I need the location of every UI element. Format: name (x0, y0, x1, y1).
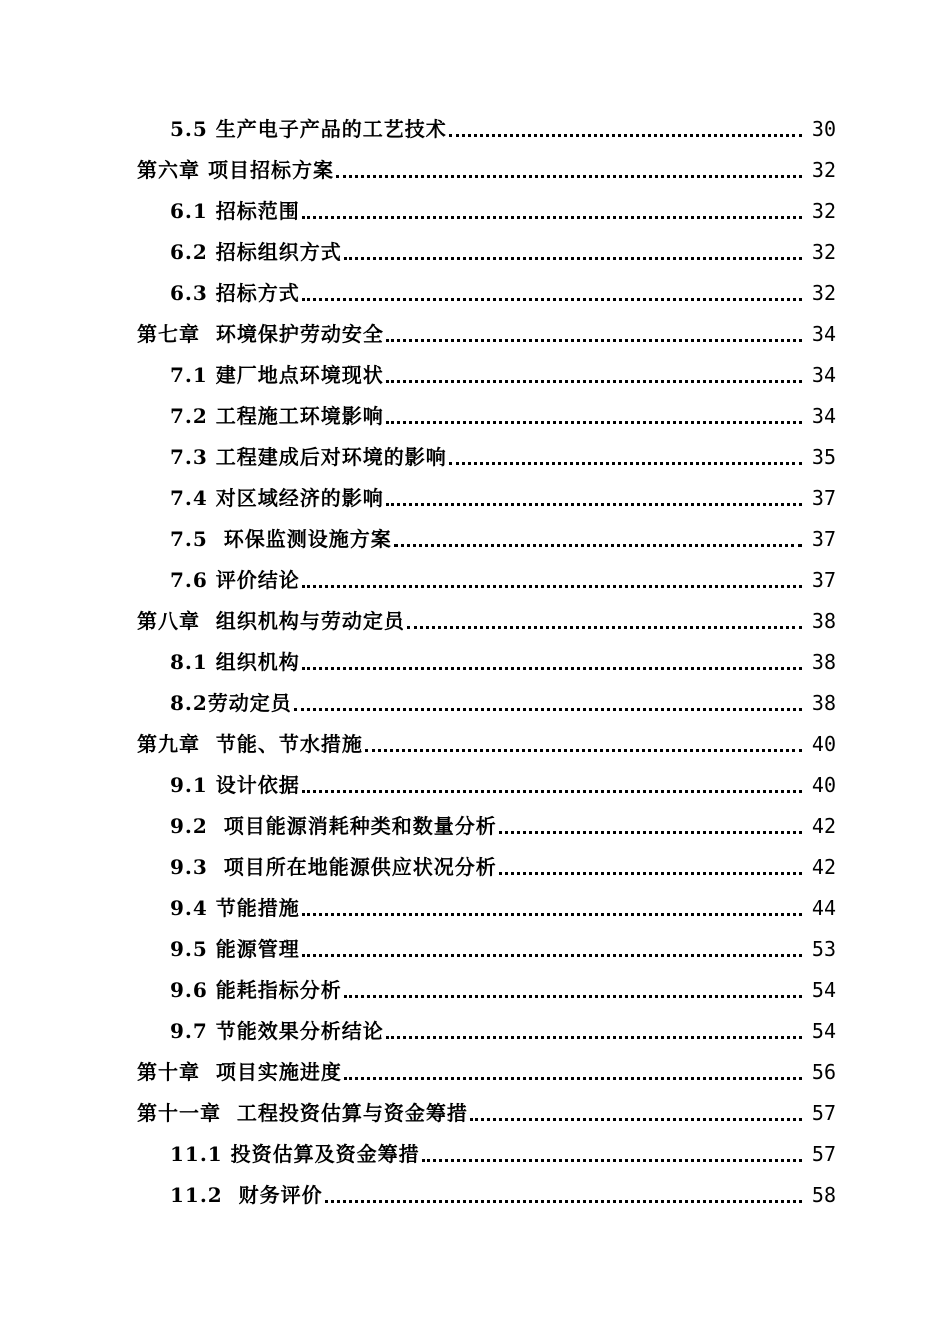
toc-entry-title: 第八章 组织机构与劳动定员 (137, 609, 405, 633)
toc-entry-title: 11.1 投资估算及资金筹措 (170, 1142, 420, 1166)
toc-chapter-entry[interactable] (0, 599, 950, 640)
toc-entry-page-number: 56 (811, 1060, 836, 1084)
toc-dot-leader (386, 421, 802, 424)
toc-section-entry[interactable] (0, 230, 950, 271)
toc-section-entry[interactable] (0, 353, 950, 394)
toc-entry-page-number: 34 (811, 404, 836, 428)
toc-dot-leader (302, 585, 802, 588)
toc-dot-leader (325, 1200, 802, 1203)
toc-entry-page-number: 32 (811, 158, 836, 182)
toc-entry-title: 9.7 节能效果分析结论 (170, 1019, 384, 1043)
toc-entry-page-number: 37 (811, 527, 836, 551)
toc-section-entry[interactable] (0, 763, 950, 804)
toc-dot-leader (344, 1077, 802, 1080)
toc-dot-leader (294, 708, 802, 711)
toc-dot-leader (449, 462, 802, 465)
toc-entry-page-number: 32 (811, 281, 836, 305)
toc-entry-title: 9.3 项目所在地能源供应状况分析 (170, 855, 497, 879)
toc-dot-leader (302, 913, 802, 916)
toc-dot-leader (302, 298, 802, 301)
toc-dot-leader (302, 667, 802, 670)
toc-chapter-entry[interactable] (0, 1091, 950, 1132)
toc-dot-leader (365, 749, 802, 752)
toc-section-entry[interactable] (0, 804, 950, 845)
toc-entry-page-number: 38 (811, 609, 836, 633)
toc-entry-page-number: 30 (811, 117, 836, 141)
toc-dot-leader (499, 831, 802, 834)
toc-section-entry[interactable] (0, 189, 950, 230)
toc-entry-title: 第七章 环境保护劳动安全 (137, 322, 384, 346)
toc-dot-leader (386, 503, 802, 506)
toc-entry-title: 第十一章 工程投资估算与资金筹措 (137, 1101, 468, 1125)
toc-dot-leader (449, 134, 802, 137)
toc-entry-page-number: 42 (811, 855, 836, 879)
toc-entry-page-number: 32 (811, 240, 836, 264)
toc-dot-leader (336, 175, 802, 178)
toc-section-entry[interactable] (0, 476, 950, 517)
toc-dot-leader (499, 872, 802, 875)
toc-section-entry[interactable] (0, 271, 950, 312)
toc-dot-leader (302, 790, 802, 793)
toc-entry-title: 9.1 设计依据 (170, 773, 300, 797)
toc-dot-leader (302, 216, 802, 219)
toc-entry-title: 9.5 能源管理 (170, 937, 300, 961)
toc-entry-page-number: 44 (811, 896, 836, 920)
toc-dot-leader (470, 1118, 802, 1121)
toc-entry-page-number: 57 (811, 1142, 836, 1166)
toc-entry-title: 7.5 环保监测设施方案 (170, 527, 392, 551)
toc-entry-title: 8.2劳动定员 (170, 691, 292, 715)
toc-entry-title: 第九章 节能、节水措施 (137, 732, 363, 756)
toc-entry-page-number: 57 (811, 1101, 836, 1125)
toc-chapter-entry[interactable] (0, 312, 950, 353)
toc-section-entry[interactable] (0, 886, 950, 927)
toc-entry-page-number: 37 (811, 568, 836, 592)
toc-entry-title: 7.4 对区域经济的影响 (170, 486, 384, 510)
toc-entry-title: 6.1 招标范围 (170, 199, 300, 223)
toc-entry-title: 第十章 项目实施进度 (137, 1060, 342, 1084)
toc-section-entry[interactable] (0, 1173, 950, 1214)
toc-section-entry[interactable] (0, 681, 950, 722)
toc-section-entry[interactable] (0, 1132, 950, 1173)
toc-entry-page-number: 37 (811, 486, 836, 510)
toc-section-entry[interactable] (0, 968, 950, 1009)
toc-section-entry[interactable] (0, 558, 950, 599)
toc-section-entry[interactable] (0, 845, 950, 886)
toc-entry-title: 6.3 招标方式 (170, 281, 300, 305)
toc-dot-leader (394, 544, 802, 547)
toc-chapter-entry[interactable] (0, 1050, 950, 1091)
toc-entry-title: 第六章 项目招标方案 (137, 158, 334, 182)
toc-chapter-entry[interactable] (0, 148, 950, 189)
toc-dot-leader (422, 1159, 802, 1162)
toc-entry-title: 9.6 能耗指标分析 (170, 978, 342, 1002)
toc-entry-page-number: 38 (811, 650, 836, 674)
toc-dot-leader (407, 626, 802, 629)
toc-section-entry[interactable] (0, 1009, 950, 1050)
toc-section-entry[interactable] (0, 517, 950, 558)
toc-entry-title: 5.5 生产电子产品的工艺技术 (170, 117, 447, 141)
toc-entry-page-number: 35 (811, 445, 836, 469)
toc-entry-title: 7.6 评价结论 (170, 568, 300, 592)
table-of-contents (0, 107, 950, 1214)
toc-entry-title: 9.4 节能措施 (170, 896, 300, 920)
toc-entry-title: 7.3 工程建成后对环境的影响 (170, 445, 447, 469)
toc-entry-title: 11.2 财务评价 (170, 1183, 323, 1207)
toc-section-entry[interactable] (0, 107, 950, 148)
toc-dot-leader (344, 995, 802, 998)
toc-entry-page-number: 58 (811, 1183, 836, 1207)
toc-section-entry[interactable] (0, 435, 950, 476)
toc-entry-title: 7.1 建厂地点环境现状 (170, 363, 384, 387)
toc-dot-leader (386, 380, 802, 383)
toc-entry-page-number: 34 (811, 322, 836, 346)
toc-section-entry[interactable] (0, 640, 950, 681)
toc-entry-page-number: 54 (811, 1019, 836, 1043)
toc-entry-page-number: 34 (811, 363, 836, 387)
toc-entry-page-number: 38 (811, 691, 836, 715)
toc-section-entry[interactable] (0, 394, 950, 435)
toc-entry-page-number: 54 (811, 978, 836, 1002)
toc-dot-leader (386, 1036, 802, 1039)
toc-entry-page-number: 53 (811, 937, 836, 961)
toc-dot-leader (386, 339, 802, 342)
toc-entry-page-number: 40 (811, 732, 836, 756)
toc-section-entry[interactable] (0, 927, 950, 968)
toc-entry-page-number: 42 (811, 814, 836, 838)
toc-entry-title: 7.2 工程施工环境影响 (170, 404, 384, 428)
toc-entry-title: 6.2 招标组织方式 (170, 240, 342, 264)
toc-entry-title: 9.2 项目能源消耗种类和数量分析 (170, 814, 497, 838)
toc-entry-page-number: 32 (811, 199, 836, 223)
toc-chapter-entry[interactable] (0, 722, 950, 763)
toc-entry-page-number: 40 (811, 773, 836, 797)
toc-dot-leader (302, 954, 802, 957)
toc-dot-leader (344, 257, 802, 260)
toc-entry-title: 8.1 组织机构 (170, 650, 300, 674)
